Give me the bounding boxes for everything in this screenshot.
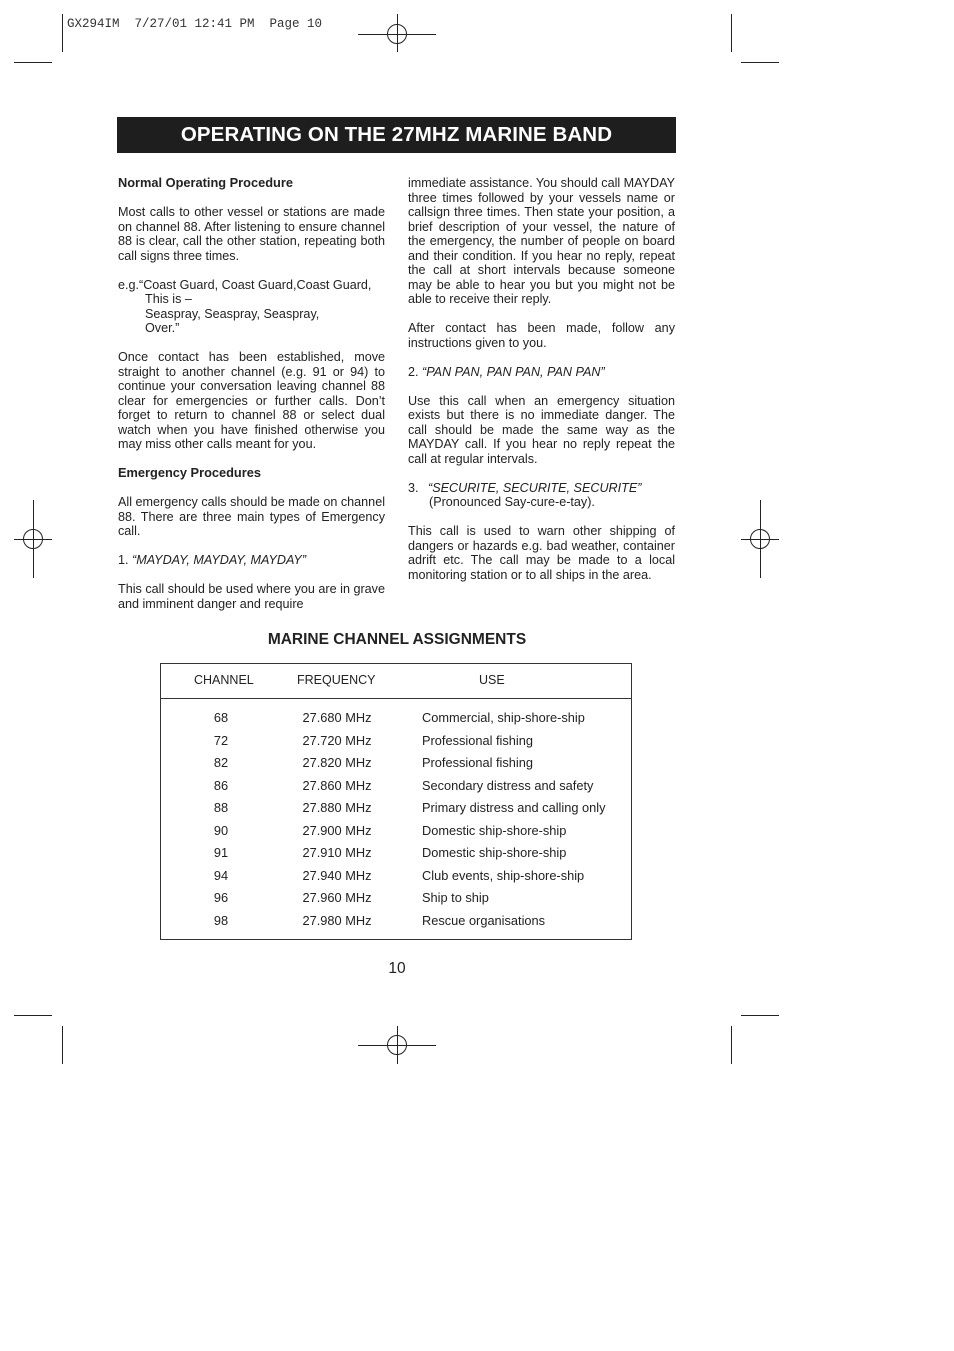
- example-line: Seaspray, Seaspray, Seaspray,: [145, 306, 320, 321]
- table-row: [161, 733, 631, 756]
- table-row: [161, 710, 631, 733]
- cell-use: Domestic ship-shore-ship: [422, 845, 567, 860]
- cell-frequency: 27.900 MHz: [302, 822, 372, 838]
- cell-frequency: 27.820 MHz: [302, 755, 372, 770]
- example-line: Over.”: [145, 321, 180, 335]
- cell-frequency: 27.880 MHz: [302, 800, 372, 815]
- table-title: MARINE CHANNEL ASSIGNMENTS: [267, 631, 527, 648]
- header-frequency: FREQUENCY: [297, 673, 376, 687]
- heading-emergency-procedures: Emergency Procedures: [118, 465, 261, 480]
- list-number: 1.: [118, 553, 129, 567]
- cell-use: Professional fishing: [422, 732, 533, 748]
- table-row: [161, 755, 631, 778]
- page-number: 10: [388, 960, 406, 977]
- table-row: [161, 823, 631, 846]
- cell-frequency: 27.860 MHz: [302, 777, 372, 793]
- cell-use: Club events, ship-shore-ship: [422, 867, 585, 883]
- page-title: OPERATING ON THE 27MHZ MARINE BAND: [117, 117, 676, 153]
- cell-channel: 94: [213, 867, 229, 883]
- cell-channel: 88: [213, 800, 229, 815]
- cell-use: Rescue organisations: [422, 912, 546, 928]
- list-text: “MAYDAY, MAYDAY, MAYDAY”: [132, 553, 307, 567]
- cell-channel: 86: [213, 777, 229, 793]
- cell-use: Ship to ship: [422, 890, 489, 905]
- table-row: [161, 913, 631, 936]
- cell-frequency: 27.910 MHz: [302, 845, 372, 860]
- list-item-pan-pan: [408, 365, 675, 380]
- paragraph: After contact has been made, follow any instructions given to you.: [408, 321, 675, 350]
- cell-use: Primary distress and calling only: [422, 800, 606, 815]
- cell-channel: 98: [213, 912, 229, 928]
- cell-frequency: 27.980 MHz: [302, 912, 372, 928]
- list-text: “PAN PAN, PAN PAN, PAN PAN”: [422, 364, 605, 379]
- cell-use: Commercial, ship-shore-ship: [422, 710, 585, 725]
- cell-channel: 91: [213, 845, 229, 860]
- cell-use: Domestic ship-shore-ship: [422, 822, 567, 838]
- right-column: [408, 176, 675, 597]
- channel-table: [160, 663, 632, 940]
- example-line: e.g.“Coast Guard, Coast Guard,Coast Guard,: [118, 277, 372, 292]
- table-row: [161, 890, 631, 913]
- print-slug: GX294IM 7/27/01 12:41 PM Page 10: [67, 17, 323, 31]
- list-item-securite: [408, 481, 675, 510]
- example-line: This is –: [145, 292, 192, 306]
- left-column: [118, 176, 385, 626]
- list-number: 3.: [408, 480, 419, 495]
- paragraph: Most calls to other vessel or stations are made on channel 88. After listening to ensure channel 88 is clear, call the other station, repeating both call signs three times.: [118, 205, 385, 263]
- table-row: [161, 845, 631, 868]
- list-text: “SECURITE, SECURITE, SECURITE”: [428, 480, 642, 495]
- cell-frequency: 27.720 MHz: [302, 732, 372, 748]
- cell-channel: 96: [213, 890, 229, 905]
- list-item-mayday: [118, 553, 385, 568]
- heading-normal-operating: Normal Operating Procedure: [118, 175, 293, 190]
- paragraph: Use this call when an emergency situation exists but there is no immediate danger. The call should be made the same way as the MAYDAY call. If you hear no reply repeat the call at regular intervals.: [408, 393, 675, 466]
- list-number: 2.: [408, 364, 419, 379]
- header-use: USE: [479, 673, 505, 687]
- cell-channel: 90: [213, 822, 229, 838]
- cell-channel: 68: [213, 710, 229, 725]
- cell-use: Secondary distress and safety: [422, 777, 594, 793]
- list-subtext: (Pronounced Say-cure-e-tay).: [429, 495, 595, 509]
- table-row: [161, 778, 631, 801]
- paragraph: All emergency calls should be made on channel 88. There are three main types of Emergency call.: [118, 495, 385, 538]
- paragraph: immediate assistance. You should call MAYDAY three times followed by your vessels name or callsign three times. Then state your position, a brief description of your vessel, the nature of the emergency, the number of people on board and their condition. If you hear no reply, repeat the call at short intervals because someone may be able to hear you but you might not be able to receive their reply.: [408, 176, 675, 306]
- table-row: [161, 868, 631, 891]
- cell-frequency: 27.960 MHz: [302, 890, 372, 905]
- paragraph: Once contact has been established, move straight to another channel (e.g. 91 or 94) to continue your conversation leaving channel 88 clear for emergencies or further calls. Don’t forget to return to channel 88 or select dual watch when you have finished otherwise you may miss other calls meant for you.: [118, 350, 385, 451]
- cell-frequency: 27.680 MHz: [302, 710, 372, 725]
- cell-channel: 72: [213, 732, 229, 748]
- header-channel: CHANNEL: [194, 673, 254, 687]
- paragraph: This call should be used where you are in grave and imminent danger and require: [118, 582, 385, 611]
- paragraph: This call is used to warn other shipping of dangers or hazards e.g. bad weather, container adrift etc. The call may be made to a local monitoring station or to all ships in the area.: [408, 524, 675, 582]
- table-header: [161, 664, 631, 699]
- table-row: [161, 800, 631, 823]
- cell-frequency: 27.940 MHz: [302, 867, 372, 883]
- cell-channel: 82: [213, 755, 229, 770]
- example-call: [118, 278, 385, 336]
- cell-use: Professional fishing: [422, 755, 533, 770]
